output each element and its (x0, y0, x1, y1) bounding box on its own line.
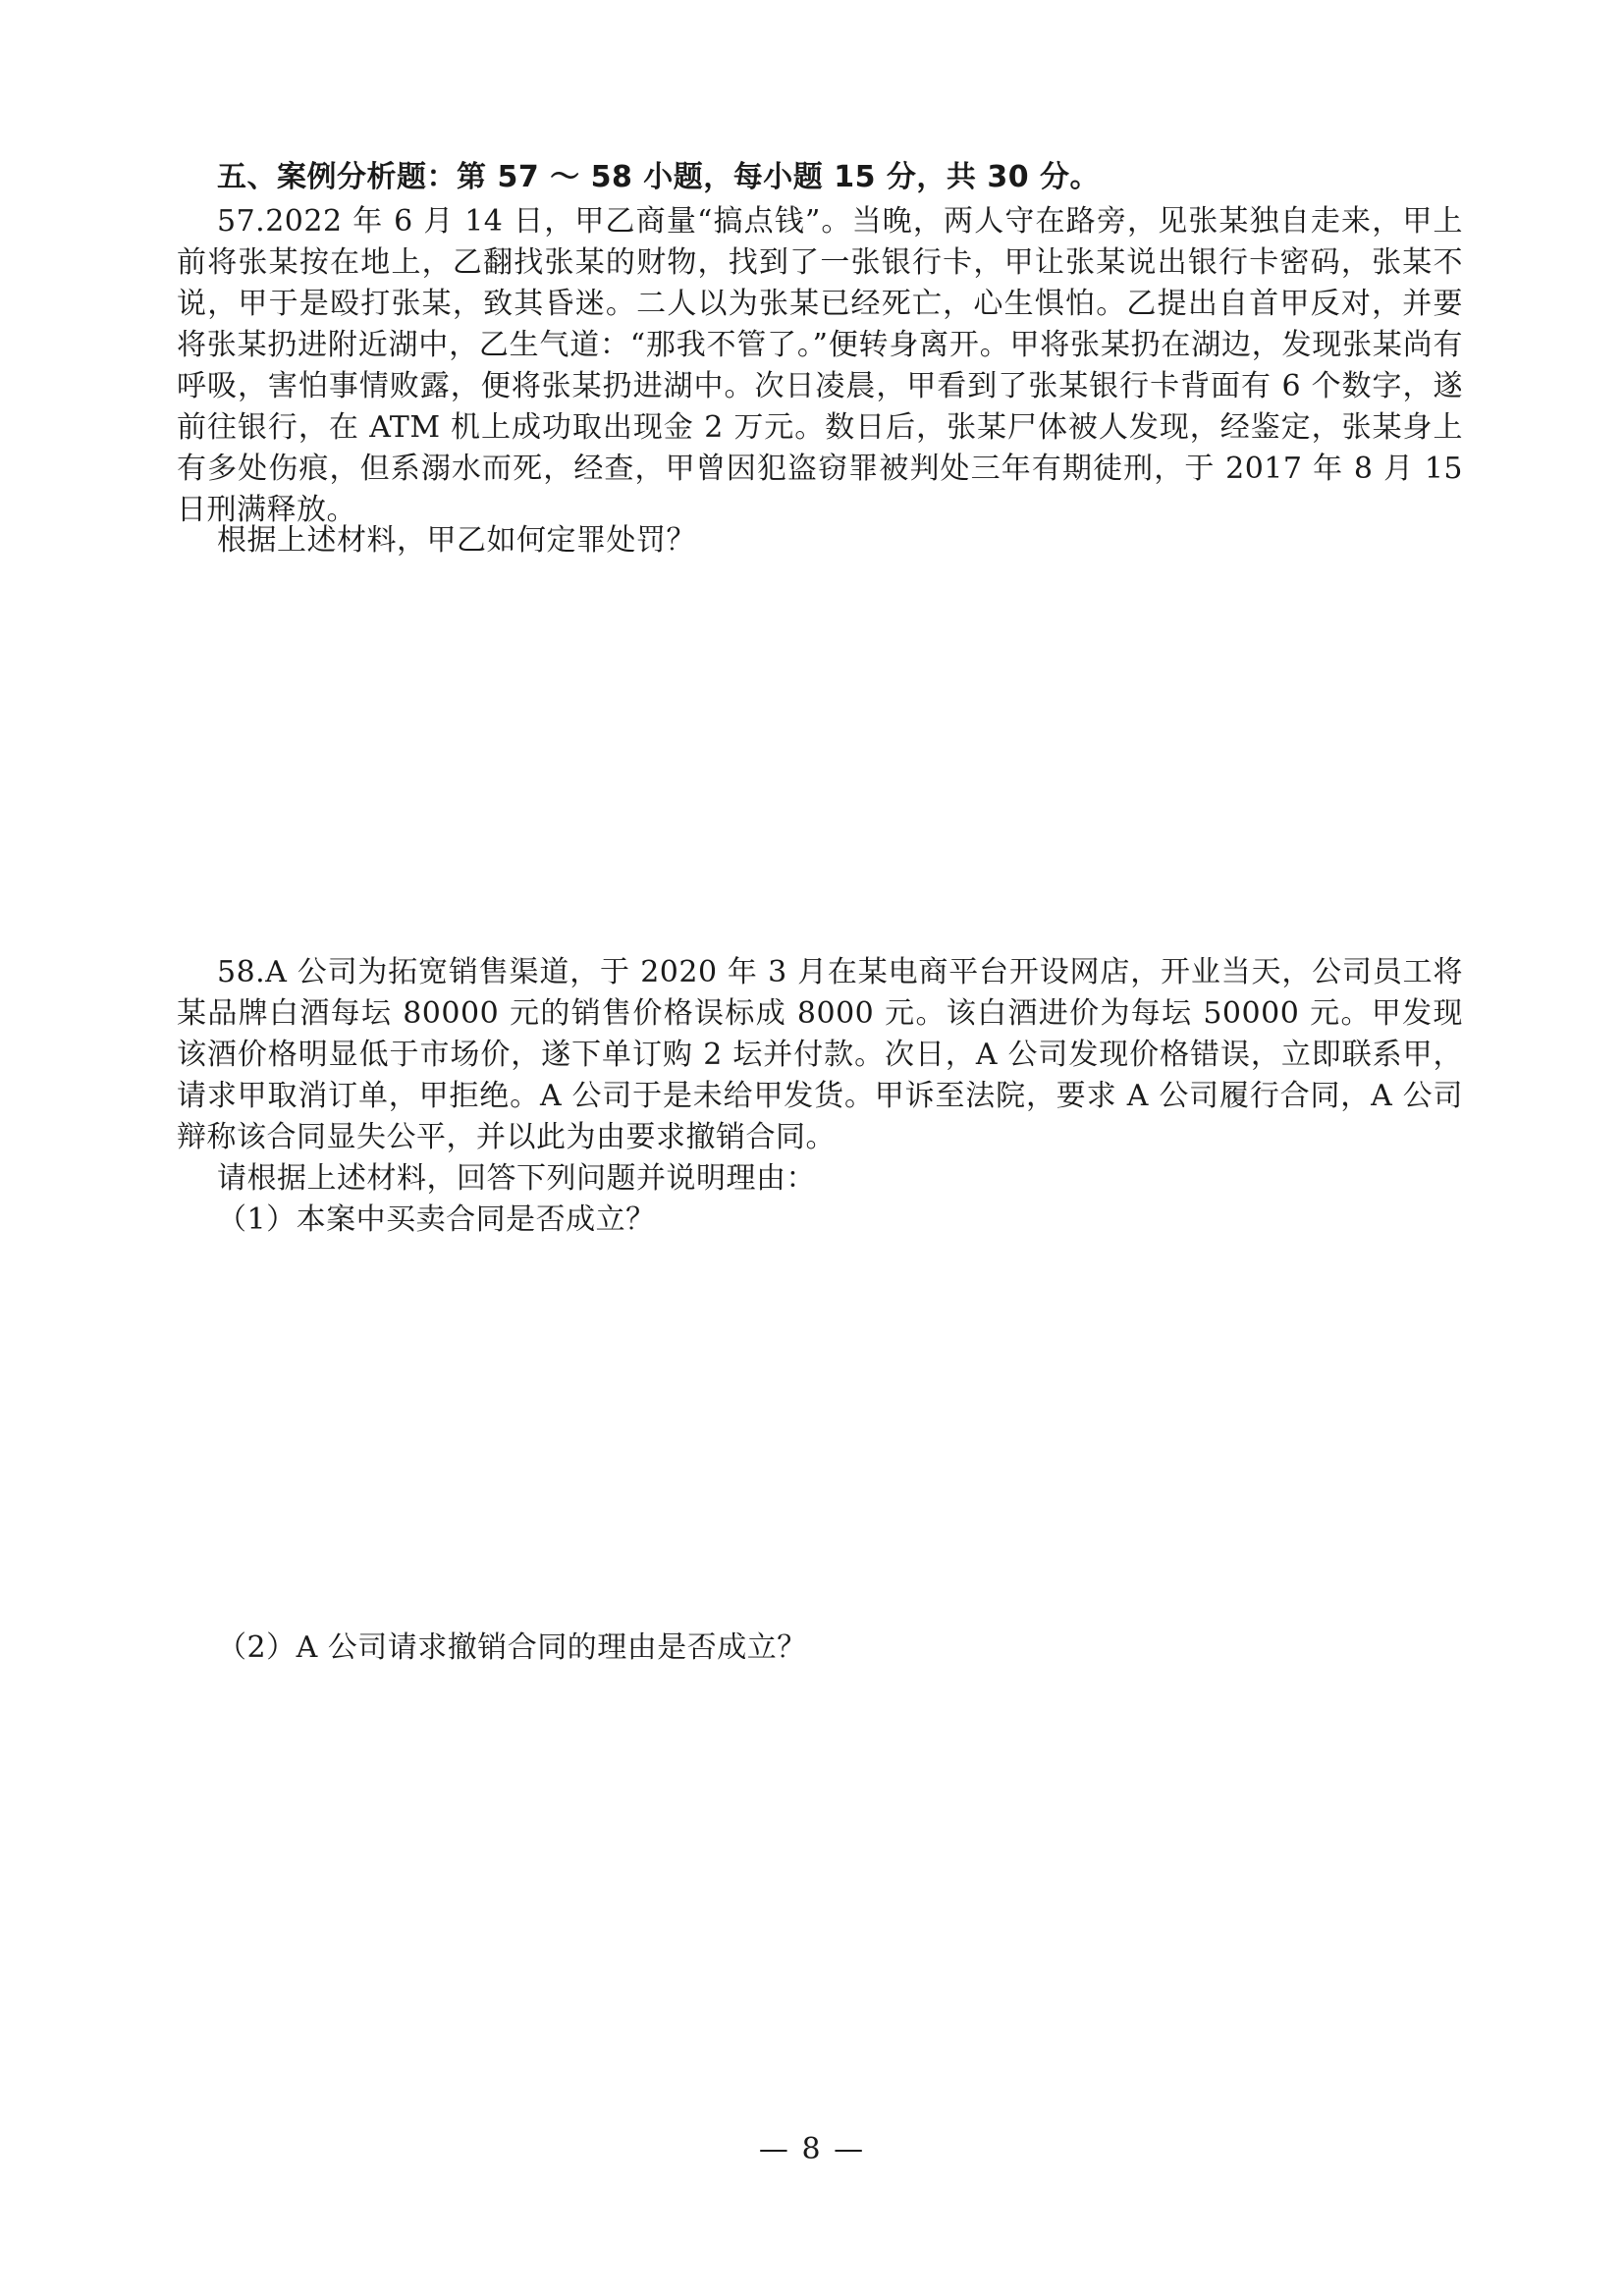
section-heading: 五、案例分析题：第 57 ～ 58 小题，每小题 15 分，共 30 分。 (217, 160, 1101, 194)
question-58-sub1: （1）本案中买卖合同是否成立？ (217, 1202, 656, 1237)
question-58-sub2: （2）A 公司请求撤销合同的理由是否成立？ (217, 1630, 807, 1665)
question-58-instruction: 请根据上述材料，回答下列问题并说明理由： (217, 1161, 816, 1196)
question-57-prompt: 根据上述材料，甲乙如何定罪处罚？ (217, 523, 696, 558)
question-57-body: 57.2022 年 6 月 14 日，甲乙商量“搞点钱”。当晚，两人守在路旁，见张某独自走来，甲上前将张某按在地上，乙翻找张某的财物，找到了一张银行卡，甲让张某说出银行卡密码，张某不说，甲于是殴打张某，致其昏迷。二人以为张某已经死亡，心生惧怕。乙提出自首甲反对，并要将张某扔进附近湖中，乙生气道：“那我不管了。”便转身离开。甲将张某扔在湖边，发现张某尚有呼吸，害怕事情败露，便将张某扔进湖中。次日凌晨，甲看到了张某银行卡背面有 6 个数字，遂前往银行，在 ATM 机上成功取出现金 2 万元。数日后，张某尸体被人发现，经鉴定，张某身上有多处伤痕，但系溺水而死，经查，甲曾因犯盗窃罪被判处三年有期徒刑，于 2017 年 8 月 15 日刑满释放。 (177, 204, 1463, 527)
question-58-body: 58.A 公司为拓宽销售渠道，于 2020 年 3 月在某电商平台开设网店，开业当天，公司员工将某品牌白酒每坛 80000 元的销售价格误标成 8000 元。该白酒进价为每坛 50000 元。甲发现该酒价格明显低于市场价，遂下单订购 2 坛并付款。次日，A 公司发现价格错误，立即联系甲，请求甲取消订单，甲拒绝。A 公司于是未给甲发货。甲诉至法院，要求 A 公司履行合同，A 公司辩称该合同显失公平，并以此为由要求撤销合同。 (177, 955, 1463, 1154)
page-number: — 8 — (758, 2132, 866, 2166)
